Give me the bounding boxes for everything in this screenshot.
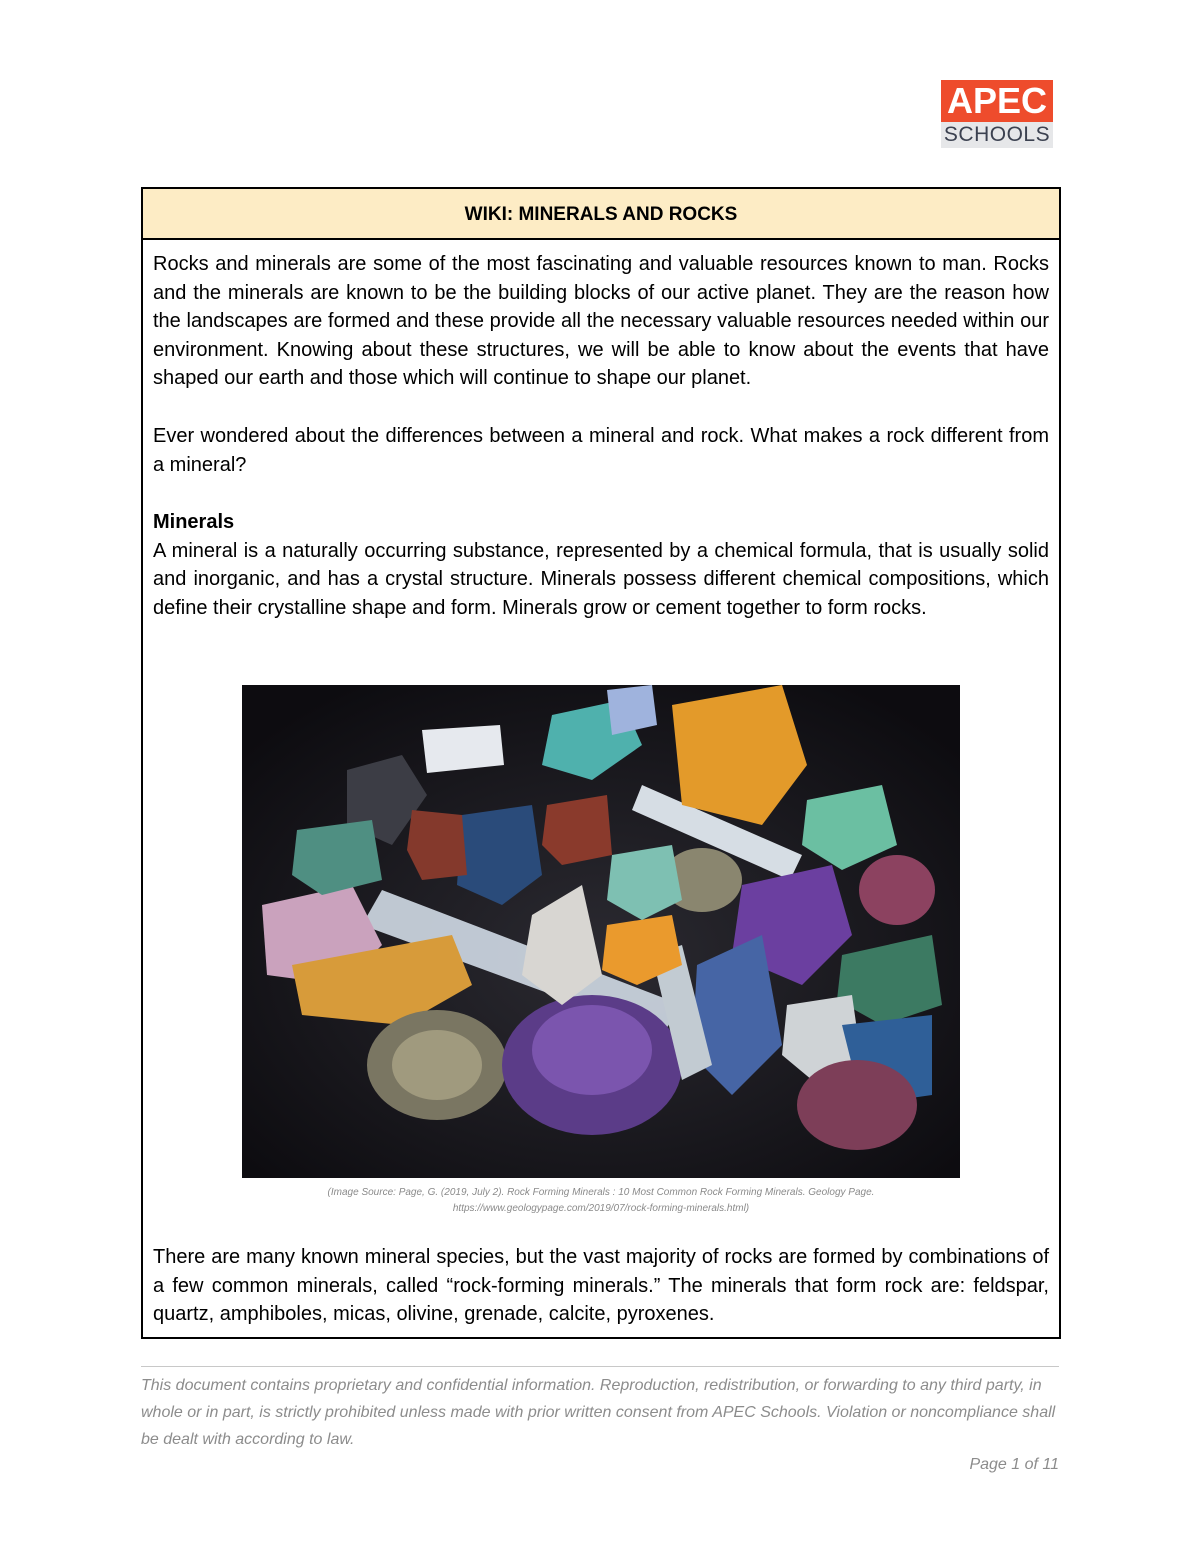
minerals-paragraph: A mineral is a naturally occurring substance, represented by a chemical formula, that is usually solid and inorganic, and has a crystal structure. Minerals possess different chemical compositions, which define their crystalline shape and form. Minerals grow or cement together to form rocks. [153,539,1049,619]
page-number: Page 1 of 11 [969,1456,1059,1473]
intro-paragraph: Rocks and minerals are some of the most fascinating and valuable resources known to man. Rocks and the minerals are known to be the building blocks of our active planet. They are the reason how the landscapes are formed and these provide all the necessary valuable resources needed within our environment. Knowing about these structures, we will be able to know about the events that have shaped our earth and those which will continue to shape our planet. [153,253,1049,390]
apec-schools-logo [941,80,1053,148]
minerals-photo-illustration [242,685,960,1178]
image-caption [143,1185,1059,1217]
minerals-photo [242,685,960,1178]
footer-disclaimer: This document contains proprietary and confidential information. Reproduction, redistribution, or forwarding to any third party, in whole or in part, is strictly prohibited unless made with prior written consent from APEC Schools. Violation or noncompliance shall be dealt with according to law. [141,1377,1056,1448]
rock-forming-minerals-paragraph: There are many known mineral species, but the vast majority of rocks are formed by combinations of a few common minerals, called “rock-forming minerals.” The minerals that form rock are: feldspar, quartz, amphiboles, micas, olivine, grenade, calcite, pyroxenes. [153,1246,1049,1326]
page-title: WIKI: MINERALS AND ROCKS [143,189,1059,240]
question-paragraph: Ever wondered about the differences between a mineral and rock. What makes a rock different from a mineral? [153,424,1049,476]
minerals-heading: Minerals [153,511,235,534]
logo-schools-text: SCHOOLS [941,122,1053,148]
content-body [143,240,1059,623]
footer-divider [141,1366,1059,1367]
wiki-content-box [141,187,1061,1339]
caption-line-1: (Image Source: Page, G. (2019, July 2). Rock Forming Minerals : 10 Most Common Rock Forming Minerals. Geology Page. [327,1187,875,1198]
caption-line-2: https://www.geologypage.com/2019/07/rock-forming-minerals.html) [452,1203,750,1214]
logo-apec-text: APEC [941,80,1053,122]
